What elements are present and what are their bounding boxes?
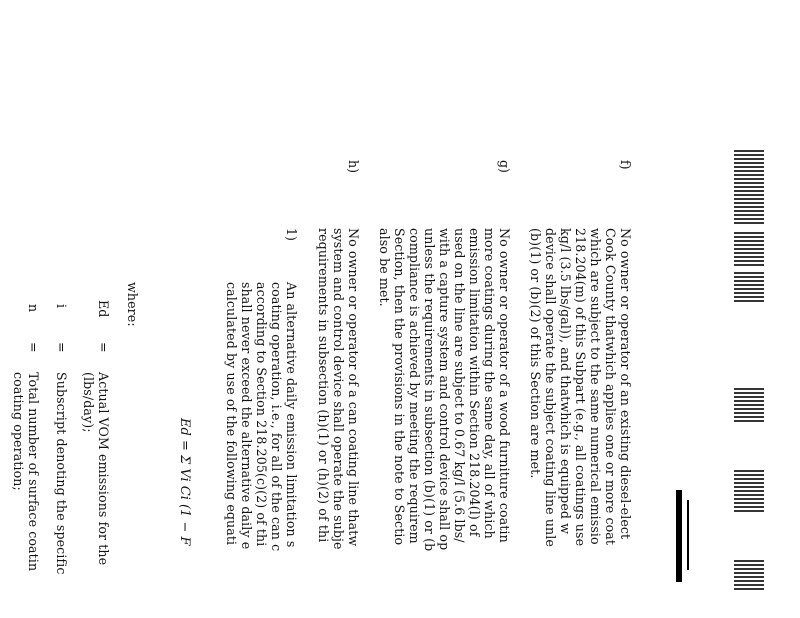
paragraph-h-line: system and control device shall operate the subje: [331, 228, 346, 550]
paragraph-g-label: g): [497, 160, 512, 173]
definition-equals: =: [54, 342, 69, 353]
paragraph-g-line: Section, then the provisions in the note to Sectio: [392, 228, 407, 546]
margin-stamp-mark: [734, 190, 764, 226]
paragraph-h1-line: according to Section 218.205(c)(2) of thi: [254, 282, 269, 547]
paragraph-g-line: No owner or operator of a wood furniture coatin: [497, 228, 512, 543]
definition-text: coating operation;: [11, 372, 26, 491]
paragraph-f-line: device shall operate the subject coating line unle: [543, 228, 558, 547]
paragraph-f-line: which are subject to the same numerical emissio: [588, 228, 603, 545]
definition-text: Actual VOM emissions for the: [96, 372, 111, 566]
paragraph-f-line: kg/l (3.5 lbs/gal)), and thatwhich is equipped w: [558, 228, 573, 535]
paragraph-g-line: compliance is achieved by meeting the requirem: [407, 228, 422, 544]
redaction-bar: [676, 490, 682, 582]
definition-symbol: i: [54, 304, 69, 309]
margin-stamp-mark: [734, 470, 764, 512]
paragraph-h1-line: shall never exceed the alternative daily e: [239, 282, 254, 550]
definition-symbol: Ed: [96, 300, 111, 318]
margin-stamp-mark: [734, 272, 764, 304]
definition-text: Subscript denoting the specific: [54, 372, 69, 575]
redaction-bar-thin: [687, 500, 689, 570]
paragraph-g-line: with a capture system and control device shall op: [437, 228, 452, 551]
margin-stamp-mark: [734, 150, 764, 188]
definition-text: Total number of surface coatin: [26, 372, 41, 572]
paragraph-h1-label: 1): [284, 228, 299, 241]
paragraph-f-label: f): [618, 160, 633, 170]
paragraph-h1-line: An alternative daily emission limitation s: [284, 282, 299, 548]
paragraph-h-line: No owner or operator of a can coating line thatw: [346, 228, 361, 547]
where-label: where:: [125, 282, 140, 327]
paragraph-g-line: also be met.: [377, 228, 392, 307]
paragraph-h-line: requirements in subsection (h)(1) or (h)(2) of thi: [316, 228, 331, 543]
paragraph-g-line: used on the line are subject to 0.67 kg/l (5.6 lbs/: [452, 228, 467, 543]
paragraph-f-line: Cook County thatwhich applies one or more coat: [603, 228, 618, 546]
margin-stamp-mark: [734, 232, 764, 268]
margin-stamp-mark: [734, 388, 764, 424]
paragraph-h-label: h): [346, 160, 361, 174]
definition-equals: =: [26, 342, 41, 353]
margin-stamp-mark: [734, 560, 764, 590]
definition-symbol: n: [26, 304, 41, 313]
paragraph-f-line: No owner or operator of an existing diesel-elect: [618, 228, 633, 540]
paragraph-g-line: emission limitation within Section 218.204(l) of: [467, 228, 482, 537]
paragraph-g-line: unless the requirements in subsection (b)(1) or (b: [422, 228, 437, 552]
paragraph-f-line: (b)(1) or (b)(2) of this Section are met.: [528, 228, 543, 479]
definition-text: (lbs/day);: [81, 372, 96, 433]
paragraph-h1-line: coating operation, i.e., for all of the can c: [269, 282, 284, 552]
emission-equation: Ed = Σ Vi Ci (1 − F: [177, 418, 192, 546]
paragraph-h1-line: calculated by use of the following equati: [224, 282, 239, 546]
paragraph-f-line: 218.204(m) of this Subpart (e.g., all coatings use: [573, 228, 588, 547]
paragraph-g-line: more coatings during the same day, all of which: [482, 228, 497, 539]
definition-equals: =: [96, 342, 111, 353]
